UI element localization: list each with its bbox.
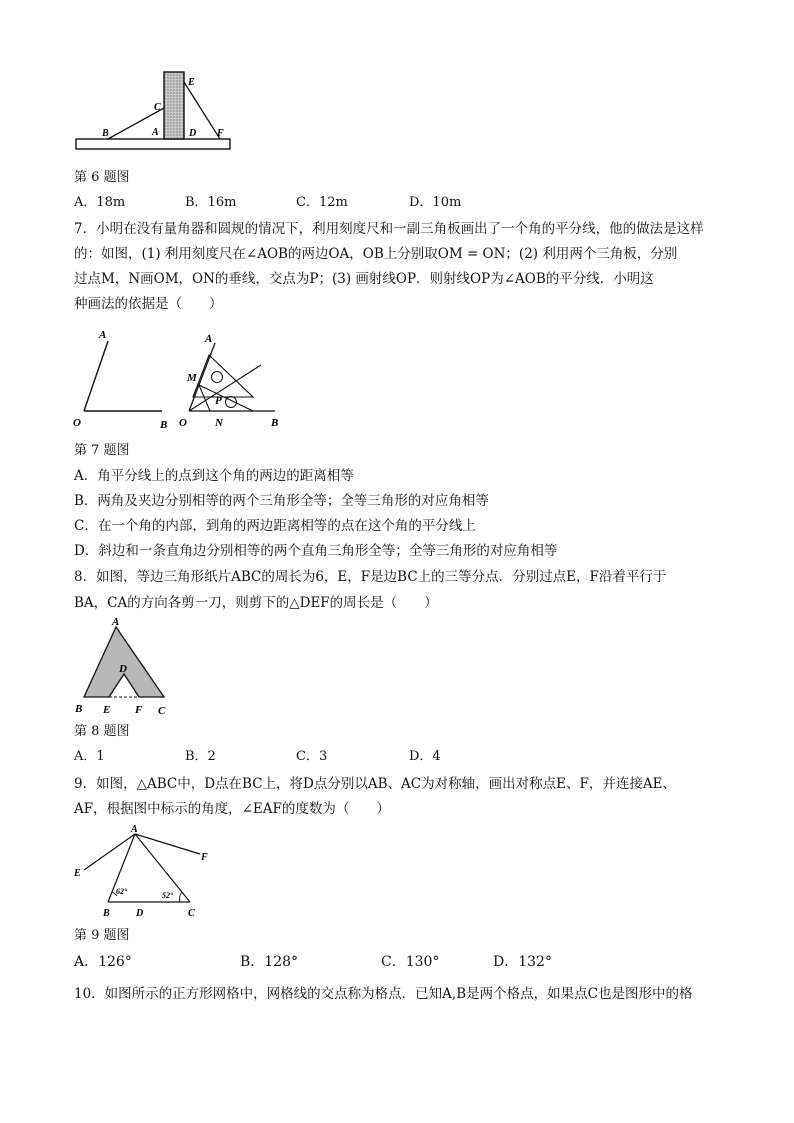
q9-label-d: D bbox=[136, 908, 144, 919]
q7-option-b: B．两角及夹边分别相等的两个三角形全等；全等三角形的对应角相等 bbox=[74, 493, 489, 509]
q6-label-a: A bbox=[152, 127, 159, 138]
q9-angle-62: 62° bbox=[116, 887, 128, 896]
wall bbox=[164, 72, 184, 139]
q6-caption: 第 6 题图 bbox=[74, 170, 130, 185]
q9-option-c: C．130° bbox=[381, 954, 440, 970]
q9-angle-52: 52° bbox=[162, 891, 174, 900]
q6-label-f: F bbox=[217, 128, 224, 139]
q8-label-b: B bbox=[75, 703, 83, 715]
q7-stem-line-2: 的：如图，(1) 利用刻度尺在∠AOB的两边OA，OB上分别取OM = ON；(2) 利用两个三角板，分别 bbox=[74, 246, 678, 262]
q6-label-b: B bbox=[102, 128, 109, 139]
q9-label-e: E bbox=[74, 868, 81, 879]
q7-option-c: C．在一个角的内部，到角的两边距离相等的点在这个角的平分线上 bbox=[74, 518, 476, 534]
q8-option-a: A．1 bbox=[74, 749, 105, 764]
q9-stem-line-2: AF，根据图中标示的角度，∠EAF的度数为（ ） bbox=[74, 801, 390, 817]
q8-label-f: F bbox=[135, 704, 143, 716]
q7-fig1-label-a: A bbox=[99, 329, 107, 341]
q8-option-b: B．2 bbox=[185, 749, 216, 764]
q7-fig1-label-b: B bbox=[160, 419, 168, 430]
q7-figure-triangles bbox=[175, 325, 290, 430]
q9-option-d: D．132° bbox=[493, 954, 552, 970]
q7-caption: 第 7 题图 bbox=[74, 443, 130, 458]
q8-label-a: A bbox=[112, 616, 120, 628]
q9-label-a: A bbox=[131, 824, 138, 835]
q7-fig2-label-n: N bbox=[215, 417, 223, 429]
q8-stem-line-2: BA，CA的方向各剪一刀，则剪下的△DEF的周长是（ ） bbox=[74, 595, 438, 611]
q7-fig1-label-o: O bbox=[73, 417, 81, 429]
q7-option-a: A．角平分线上的点到这个角的两边的距离相等 bbox=[74, 468, 354, 484]
q6-label-d: D bbox=[189, 128, 197, 139]
q7-stem-line-1: 7．小明在没有量角器和圆规的情况下，利用刻度尺和一副三角板画出了一个角的平分线，他的做法是这样 bbox=[74, 221, 704, 237]
q8-label-d: D bbox=[119, 663, 127, 675]
q9-label-f: F bbox=[201, 852, 208, 863]
q7-fig2-label-b: B bbox=[271, 417, 279, 429]
q6-figure bbox=[74, 68, 236, 156]
q9-option-b: B．128° bbox=[240, 954, 299, 970]
q6-label-c: C bbox=[154, 102, 161, 113]
q7-fig2-label-o: O bbox=[179, 417, 187, 429]
q8-label-c: C bbox=[158, 705, 166, 717]
q6-option-c: C．12m bbox=[296, 195, 348, 210]
q9-label-c: C bbox=[188, 908, 195, 919]
q8-caption: 第 8 题图 bbox=[74, 724, 130, 739]
q8-option-c: C．3 bbox=[296, 749, 328, 764]
q7-stem-line-3: 过点M，N画OM，ON的垂线，交点为P；(3) 画射线OP．则射线OP为∠AOB的平分线．小明这 bbox=[74, 271, 654, 287]
q6-label-e: E bbox=[188, 77, 195, 88]
q6-option-a: A．18m bbox=[74, 195, 126, 210]
ground bbox=[76, 139, 230, 149]
q7-fig2-label-a: A bbox=[205, 333, 213, 345]
q7-fig2-label-m: M bbox=[187, 372, 197, 384]
q9-caption: 第 9 题图 bbox=[74, 928, 130, 943]
q7-option-d: D．斜边和一条直角边分别相等的两个直角三角形全等；全等三角形的对应角相等 bbox=[74, 543, 558, 559]
q6-option-d: D．10m bbox=[409, 195, 462, 210]
q9-stem-line-1: 9．如图，△ABC中，D点在BC上，将D点分别以AB、AC为对称轴，画出对称点E、F，并连接AE、 bbox=[74, 776, 676, 792]
q9-figure bbox=[70, 822, 220, 922]
q9-option-a: A．126° bbox=[74, 954, 132, 970]
q8-stem-line-1: 8．如图，等边三角形纸片ABC的周长为6，E，F是边BC上的三等分点．分别过点E，F沿着平行于 bbox=[74, 569, 667, 585]
q8-label-e: E bbox=[103, 704, 111, 716]
q9-label-b: B bbox=[103, 908, 110, 919]
q8-option-d: D．4 bbox=[409, 749, 441, 764]
q7-figure-angle bbox=[70, 325, 180, 430]
q7-stem-line-4: 种画法的依据是（ ） bbox=[74, 296, 223, 312]
q6-option-b: B．16m bbox=[185, 195, 237, 210]
q10-stem-line-1: 10．如图所示的正方形网格中，网格线的交点称为格点．已知A,B是两个格点，如果点C也是图形中的格 bbox=[74, 986, 693, 1002]
q7-fig2-label-p: P bbox=[215, 395, 222, 407]
q8-figure bbox=[72, 615, 182, 720]
